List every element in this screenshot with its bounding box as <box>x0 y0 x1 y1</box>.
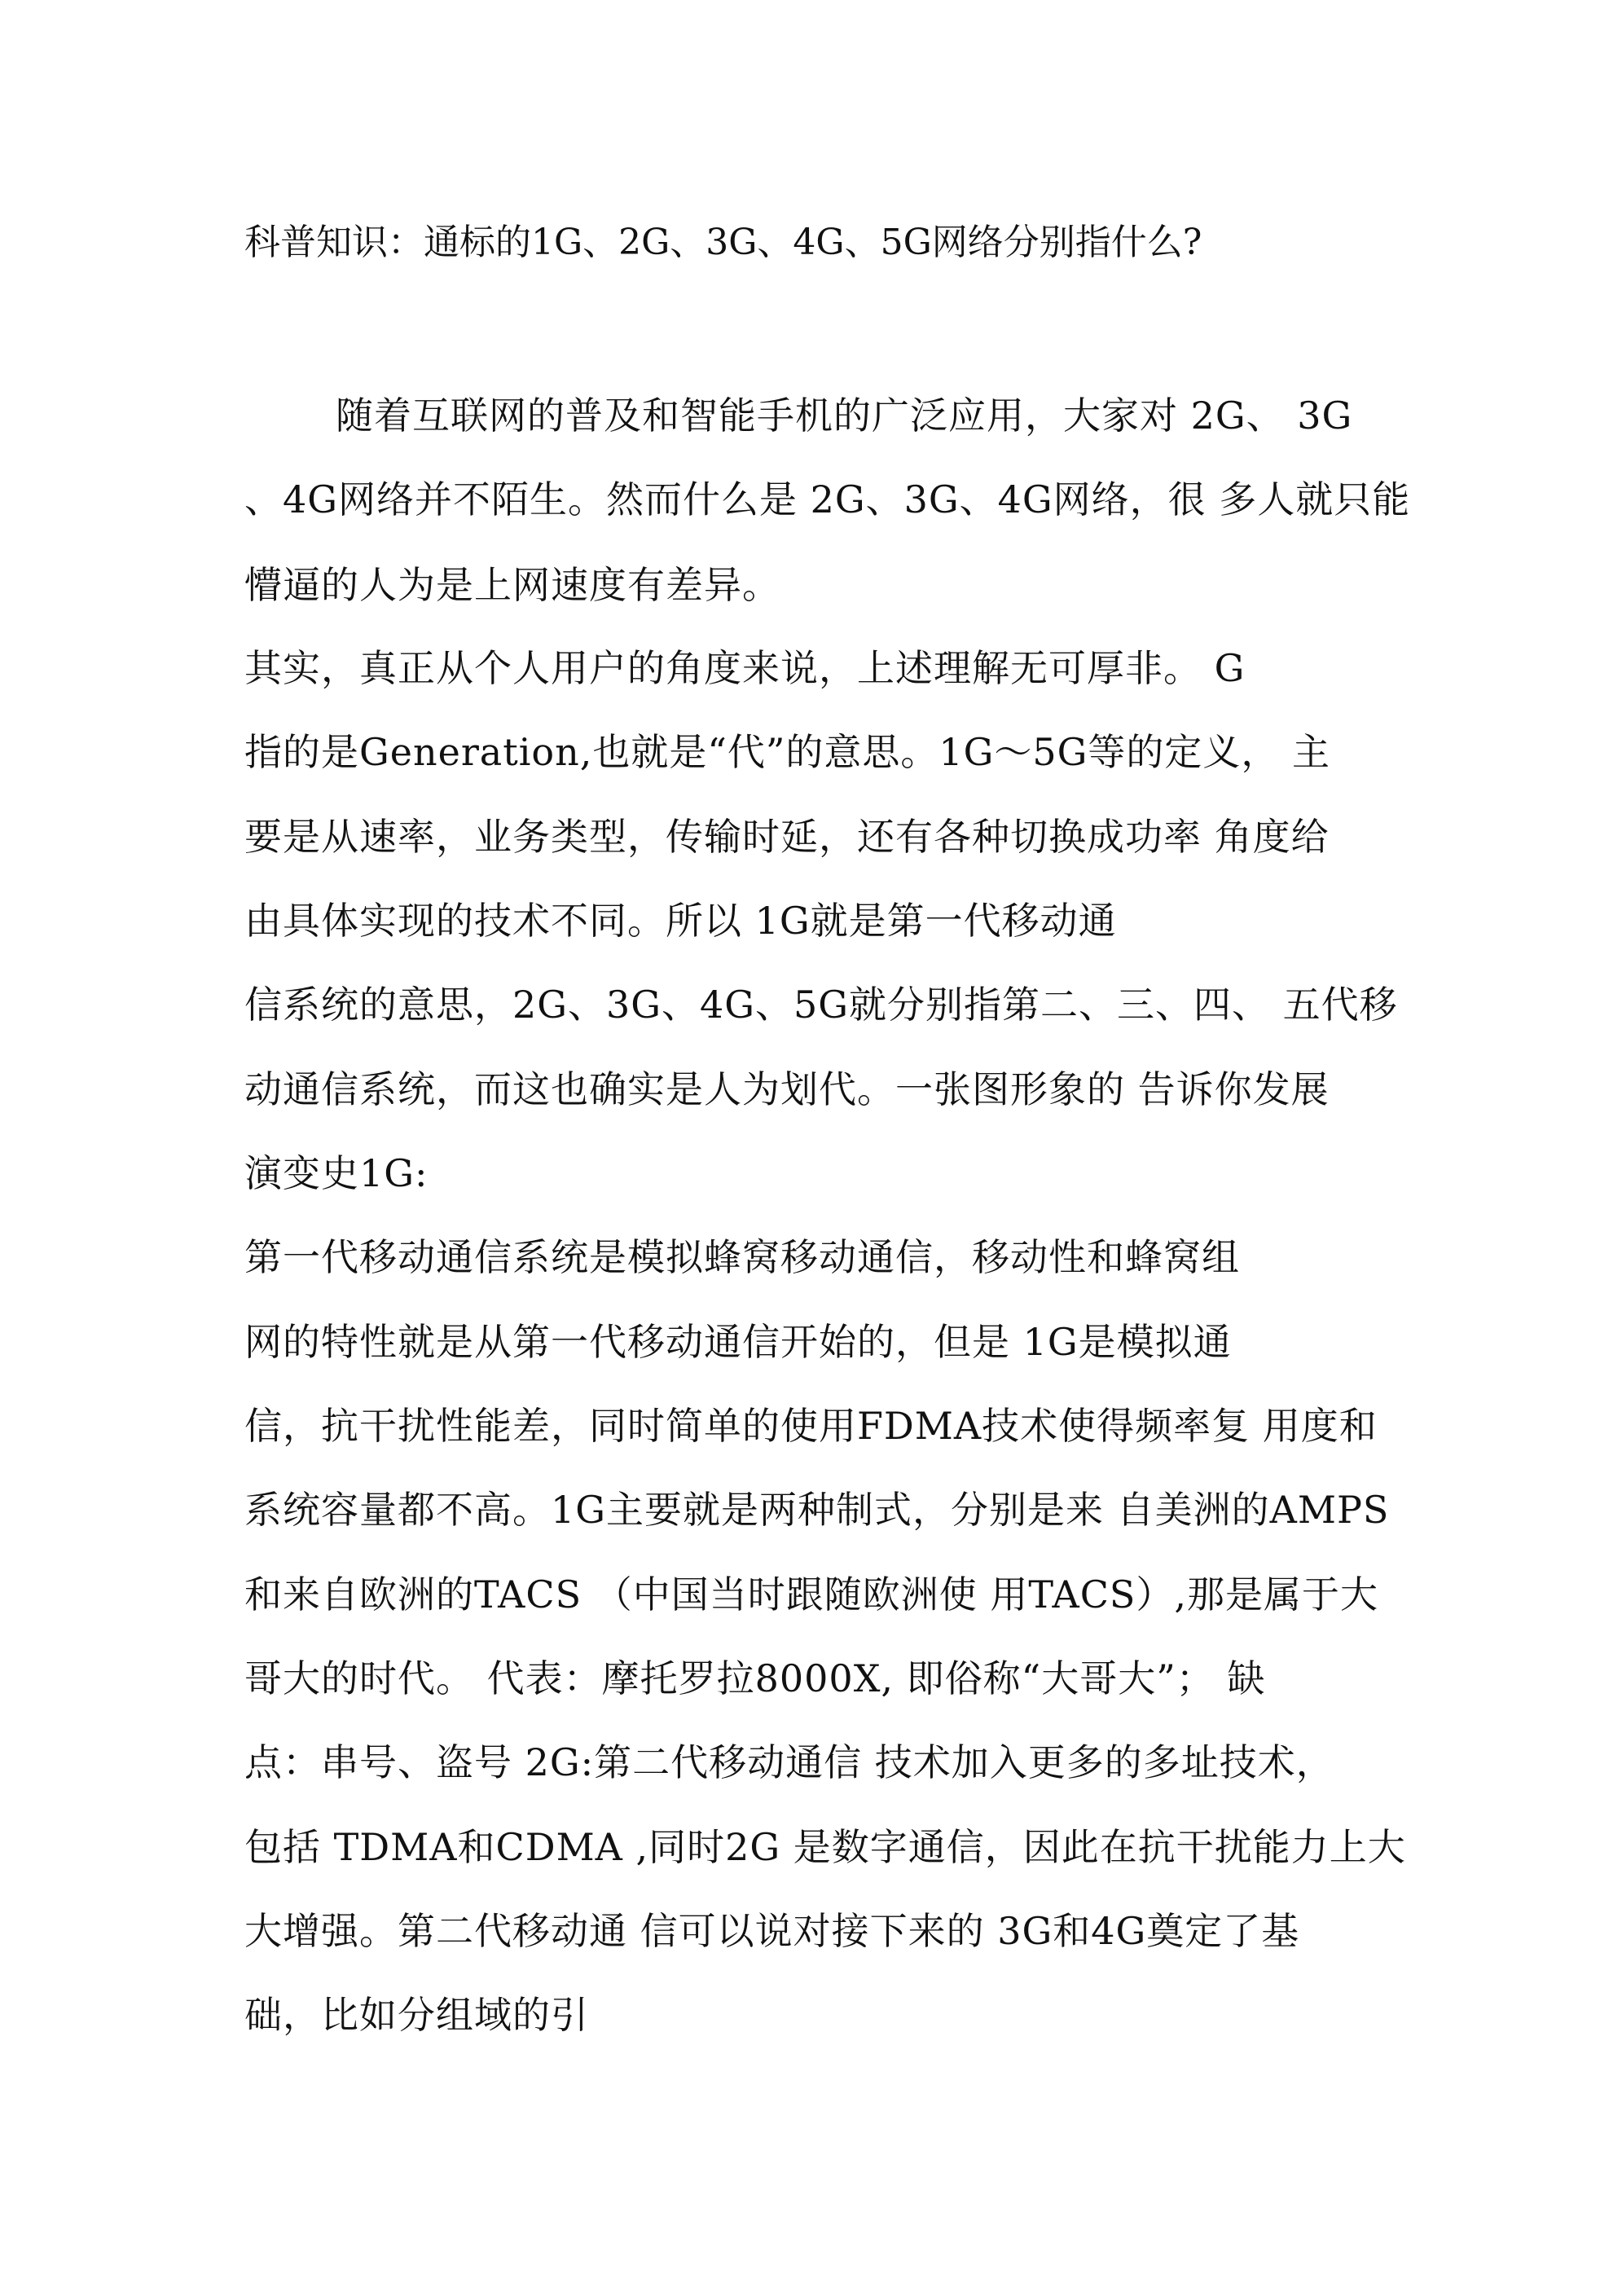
paragraph-line: 信，抗干扰性能差，同时简单的使用FDMA技术使得频率复 用度和 <box>244 1404 1378 1448</box>
paragraph-line: 信系统的意思，2G、3G、4G、5G就分别指第二、三、四、 五代移 <box>244 983 1398 1027</box>
paragraph-line: 指的是Generation,也就是“代”的意思。1G～5G等的定义， 主 <box>244 730 1331 774</box>
paragraph-line: 演变史1G: <box>244 1151 429 1195</box>
paragraph-line: 其实，真正从个人用户的角度来说，上述理解无可厚非。 G <box>244 646 1246 690</box>
paragraph-line: 础，比如分组域的引 <box>244 1993 589 2037</box>
paragraph-line: 动通信系统，而这也确实是人为划代。一张图形象的 告诉你发展 <box>244 1067 1330 1111</box>
paragraph-line: 懵逼的人为是上网速度有差异。 <box>244 563 780 607</box>
paragraph-line: 包括 TDMA和CDMA ,同时2G 是数字通信，因此在抗干扰能力上大 <box>244 1825 1406 1869</box>
paragraph-line: 大增强。第二代移动通 信可以说对接下来的 3G和4G奠定了基 <box>244 1909 1300 1953</box>
paragraph-line: 哥大的时代。 代表：摩托罗拉8000X, 即俗称“大哥大”； 缺 <box>244 1656 1266 1700</box>
paragraph-line: 由具体实现的技术不同。所以 1G就是第一代移动通 <box>244 899 1117 943</box>
paragraph-line: 网的特性就是从第一代移动通信开始的，但是 1G是模拟通 <box>244 1320 1232 1364</box>
paragraph-line: 点：串号、盗号 2G:第二代移动通信 技术加入更多的多址技术， <box>244 1740 1334 1784</box>
paragraph-line: 随着互联网的普及和智能手机的广泛应用，大家对 2G、 3G <box>336 394 1353 438</box>
paragraph-line: 系统容量都不高。1G主要就是两种制式，分别是来 自美洲的AMPS <box>244 1488 1390 1532</box>
paragraph-line: 、4G网络并不陌生。然而什么是 2G、3G、4G网络，很 多人就只能 <box>244 477 1411 521</box>
document-title: 科普知识：通标的1G、2G、3G、4G、5G网络分别指什么? <box>244 222 1202 263</box>
paragraph-line: 第一代移动通信系统是模拟蜂窝移动通信，移动性和蜂窝组 <box>244 1235 1240 1279</box>
paragraph-line: 和来自欧洲的TACS （中国当时跟随欧洲使 用TACS）,那是属于大 <box>244 1572 1379 1616</box>
paragraph-line: 要是从速率，业务类型，传输时延，还有各种切换成功率 角度给 <box>244 815 1330 859</box>
